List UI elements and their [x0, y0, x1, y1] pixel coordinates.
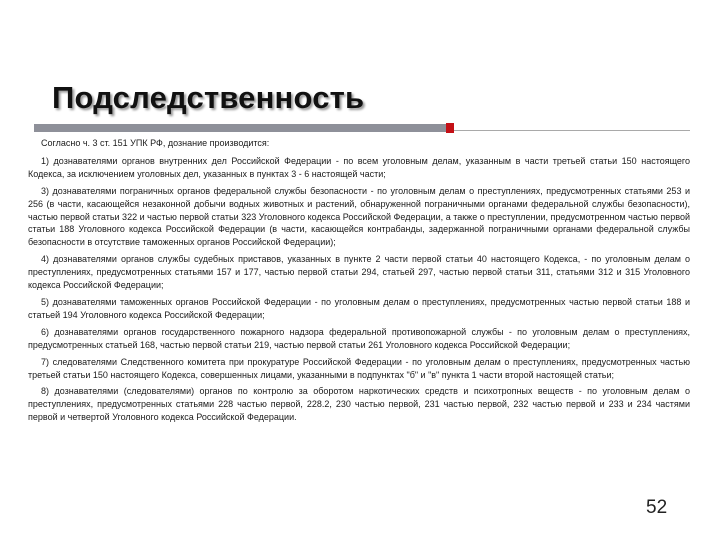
- title-underline: [34, 123, 690, 135]
- list-item: 6) дознавателями органов государственного пожарного надзора федеральной противопожарной службы - по уголовным делам о преступлениях, предусмотренных статьей 168, частью первой статьи 219, частью первой статьи 261 Уголовного кодекса Российской Федерации;: [28, 326, 690, 350]
- underline-thin-line: [454, 130, 690, 131]
- slide-body: [28, 137, 690, 428]
- underline-red-accent: [446, 123, 454, 133]
- intro-paragraph: Согласно ч. 3 ст. 151 УПК РФ, дознание производится:: [41, 138, 270, 148]
- underline-gray-bar: [34, 124, 446, 132]
- list-item: 8) дознавателями (следователями) органов по контролю за оборотом наркотических средств и психотропных веществ - по уголовным делам о преступлениях, предусмотренных статьями 228 частью первой, 228.2, 230 частью первой, 231 частью первой, 232 частью первой и 233 и 234 частями первой и четвертой Уголовного кодекса Российской Федерации.: [28, 386, 690, 423]
- slide-title: Подследственность: [52, 80, 365, 115]
- page-number: 52: [646, 497, 668, 518]
- list-item: 7) следователями Следственного комитета при прокуратуре Российской Федерации - по уголовным делам о преступлениях, предусмотренных частью третьей статьи 150 настоящего Кодекса, совершенных лицами, указанными в подпунктах "б" и "в" пункта 1 части второй настоящей статьи;: [28, 356, 690, 380]
- list-item: 4) дознавателями органов службы судебных приставов, указанных в пункте 2 части первой статьи 40 настоящего Кодекса, - по уголовным делам о преступлениях, предусмотренных статьями 157 и 177, частью первой статьи 294, статьей 297, частью первой статьи 311, статьями 312 и 315 Уголовного кодекса Российской Федерации;: [28, 254, 690, 291]
- list-item: 1) дознавателями органов внутренних дел Российской Федерации - по всем уголовным делам, указанным в части третьей статьи 150 настоящего Кодекса, за исключением уголовных дел, указанных в пунктах 3 - 6 настоящей части;: [28, 155, 690, 179]
- list-item: 3) дознавателями пограничных органов федеральной службы безопасности - по уголовным делам о преступлениях, предусмотренных статьями 253 и 256 (в части, касающейся незаконной добычи водных животных и растений, обнаруженной пограничными органами федеральной службы безопасности), частью первой статьи 322 и частью первой статьи 323 Уголовного кодекса Российской Федерации, а также о преступлении, предусмотренном частью первой статьи 188 Уголовного кодекса Российской Федерации (в части, касающейся контрабанды, задержанной пограничными органами федеральной службы безопасности в отсутствие таможенных органов Российской Федерации);: [28, 185, 690, 248]
- list-item: 5) дознавателями таможенных органов Российской Федерации - по уголовным делам о преступлениях, предусмотренных частью первой статьи 188 и статьей 194 Уголовного кодекса Российской Федерации;: [28, 296, 690, 320]
